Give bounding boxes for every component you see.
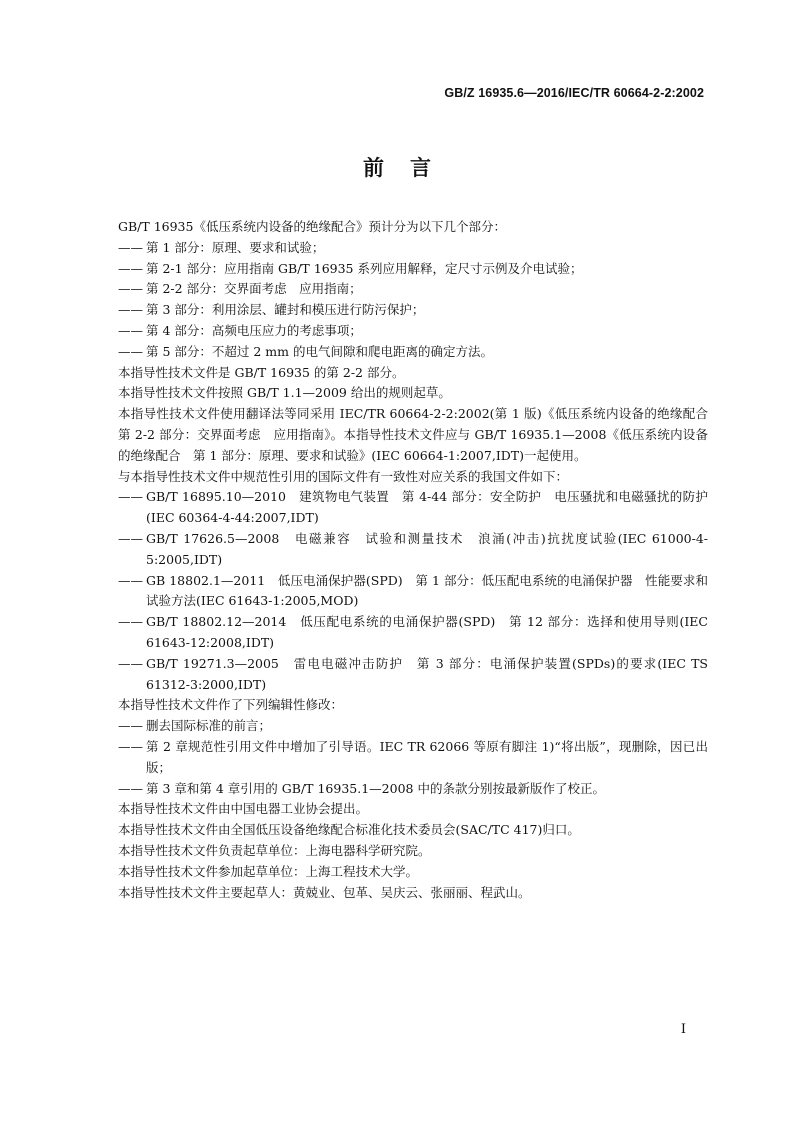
- drafting-rules-statement: 本指导性技术文件按照 GB/T 1.1—2009 给出的规则起草。: [118, 385, 451, 401]
- proposer-statement: 本指导性技术文件由中国电器工业协会提出。: [118, 801, 369, 817]
- list-item-text: 第 3 章和第 4 章引用的 GB/T 16935.1—2008 中的条款分别按最新版作了校正。: [146, 780, 605, 796]
- dash-mark: ——: [118, 614, 143, 630]
- list-item-text: GB 18802.1—2011 低压电涌保护器(SPD) 第 1 部分：低压配电系统的电涌保护器 性能要求和试验方法(IEC 61643-1:2005,MOD): [146, 572, 708, 609]
- list-item-text: 第 2 章规范性引用文件中增加了引导语。IEC TR 62066 等原有脚注 1)“将出版”，现删除，因已出版；: [146, 738, 708, 775]
- dash-mark: ——: [118, 343, 143, 359]
- dash-mark: ——: [118, 738, 143, 754]
- lead-drafter-statement: 本指导性技术文件负责起草单位：上海电器科学研究院。: [118, 842, 431, 858]
- edits-list: [118, 716, 708, 799]
- list-item-text: 第 5 部分：不超过 2 mm 的电气间隙和爬电距离的确定方法。: [146, 343, 493, 359]
- dash-mark: ——: [118, 780, 143, 796]
- list-item: [118, 238, 708, 259]
- dash-mark: ——: [118, 260, 143, 276]
- list-item: [118, 342, 708, 363]
- edits-intro: 本指导性技术文件作了下列编辑性修改：: [118, 697, 344, 713]
- dash-mark: ——: [118, 302, 143, 318]
- list-item: [118, 737, 708, 779]
- committee-statement: 本指导性技术文件由全国低压设备绝缘配合标准化技术委员会(SAC/TC 417)归口。: [118, 822, 580, 838]
- dash-mark: ——: [118, 239, 143, 255]
- list-item-text: 第 3 部分：利用涂层、罐封和模压进行防污保护；: [146, 302, 425, 318]
- list-item: [118, 321, 708, 342]
- dash-mark: ——: [118, 655, 143, 671]
- list-item: [118, 300, 708, 321]
- list-item-text: 第 4 部分：高频电压应力的考虑事项；: [146, 322, 362, 338]
- document-code-header: GB/Z 16935.6—2016/IEC/TR 60664-2-2:2002: [444, 86, 704, 100]
- references-intro: 与本指导性技术文件中规范性引用的国际文件有一致性对应关系的我国文件如下：: [118, 468, 569, 484]
- list-item-text: GB/T 17626.5—2008 电磁兼容 试验和测量技术 浪涌(冲击)抗扰度试验(IEC 61000-4-5:2005,IDT): [146, 530, 708, 567]
- list-item-text: 第 2-1 部分：应用指南 GB/T 16935 系列应用解释，定尺寸示例及介电试验；: [146, 260, 583, 276]
- intro-paragraph: GB/T 16935《低压系统内设备的绝缘配合》预计分为以下几个部分：: [118, 219, 506, 234]
- page-number: I: [680, 1022, 686, 1037]
- list-item: [118, 779, 708, 800]
- dash-mark: ——: [118, 322, 143, 338]
- list-item: [118, 529, 708, 571]
- list-item: [118, 571, 708, 613]
- list-item: [118, 612, 708, 654]
- dash-mark: ——: [118, 489, 143, 505]
- list-item-text: 删去国际标准的前言；: [146, 718, 272, 734]
- page-title: 前言: [363, 156, 457, 180]
- references-list: [118, 487, 708, 695]
- part-statement: 本指导性技术文件是 GB/T 16935 的第 2-2 部分。: [118, 364, 405, 380]
- parts-list: [118, 238, 708, 363]
- list-item: [118, 716, 708, 737]
- dash-mark: ——: [118, 572, 143, 588]
- document-body: [118, 217, 721, 903]
- list-item: [118, 279, 708, 300]
- adoption-statement: 本指导性技术文件使用翻译法等同采用 IEC/TR 60664-2-2:2002(第 1 版)《低压系统内设备的绝缘配合 第 2-2 部分：交界面考虑 应用指南》。本指导性技术文件应与 GB/T 16935.1—2008《低压系统内设备的绝缘配合 第 1 部分：原理、要求和试验》(IEC 60664-1:2007,IDT)一起使用。: [118, 406, 721, 463]
- participating-drafter-statement: 本指导性技术文件参加起草单位：上海工程技术大学。: [118, 863, 419, 879]
- list-item: [118, 259, 708, 280]
- list-item-text: 第 1 部分：原理、要求和试验；: [146, 239, 325, 255]
- dash-mark: ——: [118, 718, 143, 734]
- list-item-text: GB/T 19271.3—2005 雷电电磁冲击防护 第 3 部分：电涌保护装置(SPDs)的要求(IEC TS 61312-3:2000,IDT): [146, 655, 708, 692]
- list-item-text: GB/T 18802.12—2014 低压配电系统的电涌保护器(SPD) 第 12 部分：选择和使用导则(IEC 61643-12:2008,IDT): [146, 614, 708, 650]
- list-item-text: GB/T 16895.10—2010 建筑物电气装置 第 4-44 部分：安全防护 电压骚扰和电磁骚扰的防护(IEC 60364-4-44:2007,IDT): [146, 489, 708, 526]
- dash-mark: ——: [118, 530, 143, 546]
- list-item-text: 第 2-2 部分：交界面考虑 应用指南；: [146, 281, 362, 297]
- list-item: [118, 487, 708, 529]
- list-item: [118, 654, 708, 696]
- dash-mark: ——: [118, 281, 143, 297]
- drafters-statement: 本指导性技术文件主要起草人：黄兢业、包革、吴庆云、张丽丽、程武山。: [118, 884, 531, 900]
